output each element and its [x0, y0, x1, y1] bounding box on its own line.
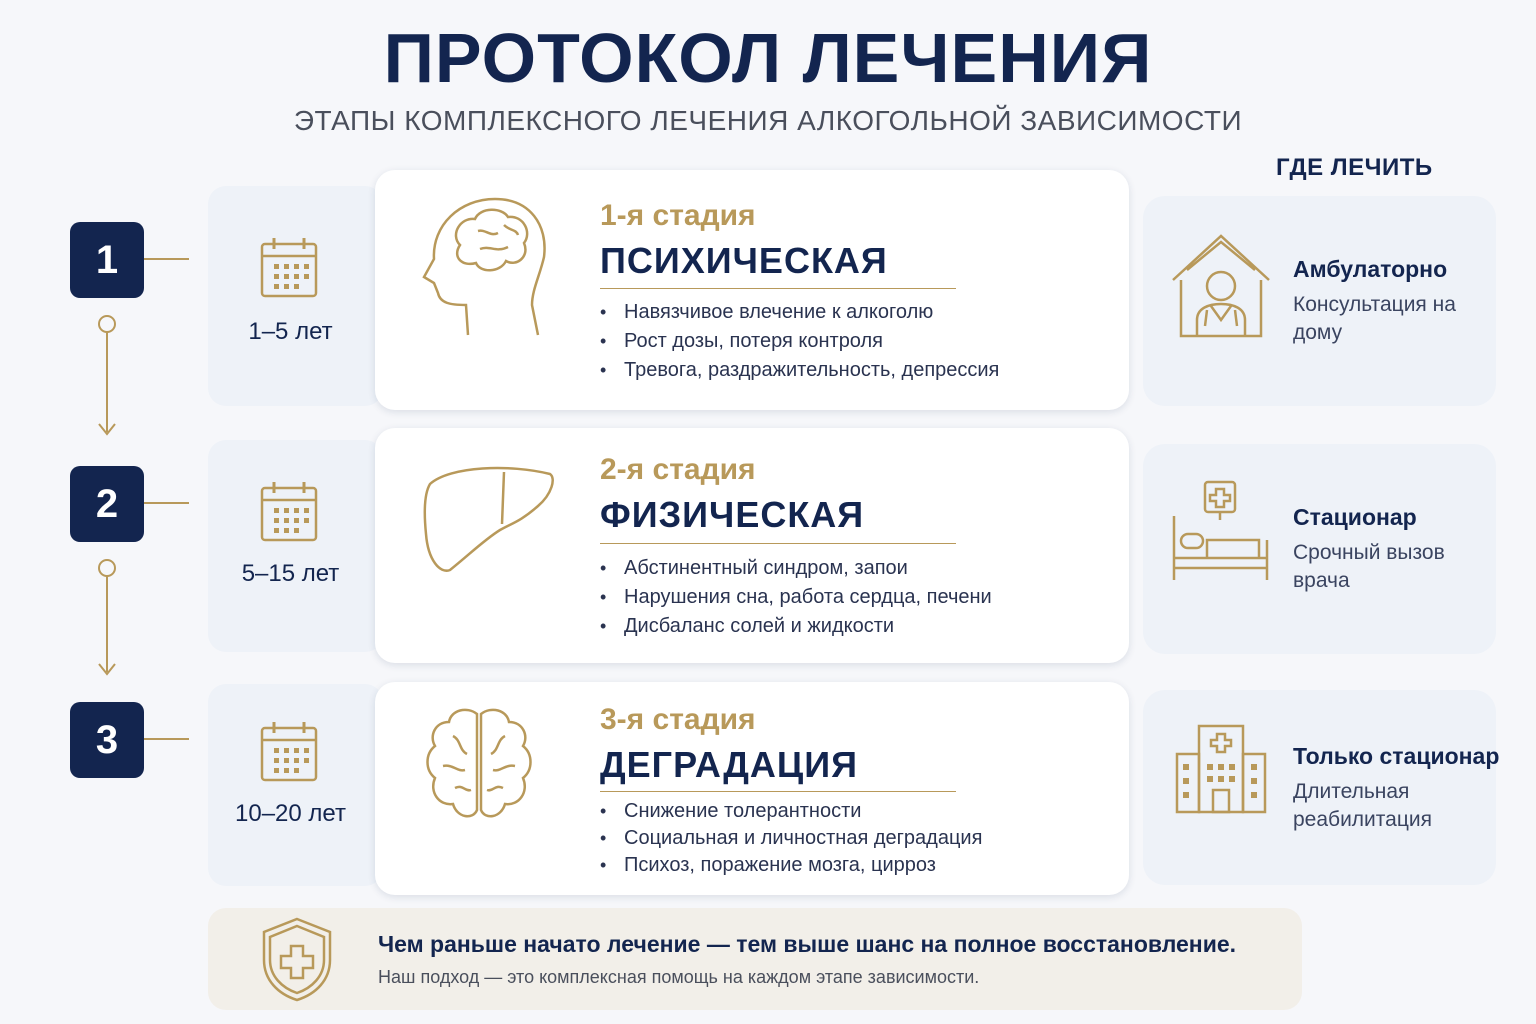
symptom-item: • Абстинентный синдром, запои — [600, 554, 1120, 583]
calendar-icon — [260, 480, 318, 542]
symptom-item: • Дисбаланс солей и жидкости — [600, 612, 1120, 641]
symptom-item: • Навязчивое влечение к алкоголю — [600, 298, 1120, 327]
arrow-down-icon — [97, 558, 117, 678]
stage-label: 3-я стадия — [600, 703, 756, 736]
page-subtitle: ЭТАПЫ КОМПЛЕКСНОГО ЛЕЧЕНИЯ АЛКОГОЛЬНОЙ ЗАВИСИМОСТИ — [293, 105, 1243, 136]
where-heading: ГДЕ ЛЕЧИТЬ — [1276, 154, 1433, 181]
liver-icon — [420, 464, 555, 576]
duration-label: 1–5 лет — [248, 318, 333, 345]
duration-label: 5–15 лет — [241, 560, 340, 587]
symptom-item: • Нарушения сна, работа сердца, печени — [600, 583, 1120, 612]
symptom-list — [600, 554, 1120, 641]
hospital-building-icon — [1173, 724, 1269, 814]
arrow-down-icon — [97, 314, 117, 438]
symptom-list — [600, 298, 1120, 385]
treatment-card-3 — [1143, 690, 1500, 885]
duration-box-3 — [208, 684, 383, 886]
calendar-icon — [260, 236, 318, 298]
connector — [144, 258, 189, 260]
treatment-title: Стационар — [1293, 504, 1417, 530]
divider — [600, 543, 956, 544]
duration-box-1 — [208, 186, 383, 406]
symptom-list — [600, 798, 1120, 879]
symptom-item: • Рост дозы, потеря контроля — [600, 327, 1120, 356]
house-doctor-icon — [1171, 234, 1271, 340]
treatment-card-2 — [1143, 444, 1496, 654]
divider — [600, 288, 956, 289]
symptom-item: • Психоз, поражение мозга, цирроз — [600, 852, 1120, 879]
treatment-text — [1293, 196, 1492, 406]
hospital-bed-icon — [1171, 480, 1271, 584]
connector — [144, 502, 189, 504]
duration-label: 10–20 лет — [235, 800, 346, 827]
treatment-text — [1293, 690, 1500, 885]
treatment-text — [1293, 444, 1492, 654]
stage-label: 2-я стадия — [600, 453, 756, 486]
stage-name: ФИЗИЧЕСКАЯ — [600, 494, 865, 535]
stage-name: ПСИХИЧЕСКАЯ — [600, 240, 888, 281]
footer-text: Наш подход — это комплексная помощь на каждом этапе зависимости. — [378, 967, 980, 987]
shield-cross-icon — [260, 916, 334, 1002]
stage-card-1 — [375, 170, 1129, 410]
stage-label: 1-я стадия — [600, 199, 756, 232]
footer-banner — [208, 908, 1302, 1010]
treatment-title: Амбулаторно — [1293, 256, 1448, 282]
stage-name: ДЕГРАДАЦИЯ — [600, 744, 858, 785]
stage-number-1: 1 — [70, 222, 144, 298]
treatment-description: Консультация на дому — [1293, 293, 1456, 344]
stage-number-3: 3 — [70, 702, 144, 778]
stage-card-2 — [375, 428, 1129, 663]
page-title: ПРОТОКОЛ ЛЕЧЕНИЯ — [383, 19, 1153, 97]
symptom-item: • Снижение толерантности — [600, 798, 1120, 825]
stage-number-2: 2 — [70, 466, 144, 542]
connector — [144, 738, 189, 740]
duration-box-2 — [208, 440, 383, 652]
symptom-item: • Социальная и личностная деградация — [600, 825, 1120, 852]
treatment-card-1 — [1143, 196, 1496, 406]
treatment-description: Срочный вызов врача — [1293, 541, 1445, 592]
treatment-title: Только стационар — [1293, 742, 1500, 769]
symptom-item: • Тревога, раздражительность, депрессия — [600, 356, 1120, 385]
footer-text-block — [378, 908, 1302, 1010]
calendar-icon — [260, 720, 318, 782]
stage-card-3 — [375, 682, 1129, 895]
brain-icon — [423, 706, 535, 822]
treatment-description: Длительная реабилитация — [1293, 779, 1432, 831]
footer-headline: Чем раньше начато лечение — тем выше шанс на полное восстановление. — [378, 931, 1237, 957]
head-brain-icon — [420, 195, 550, 340]
divider — [600, 791, 956, 792]
